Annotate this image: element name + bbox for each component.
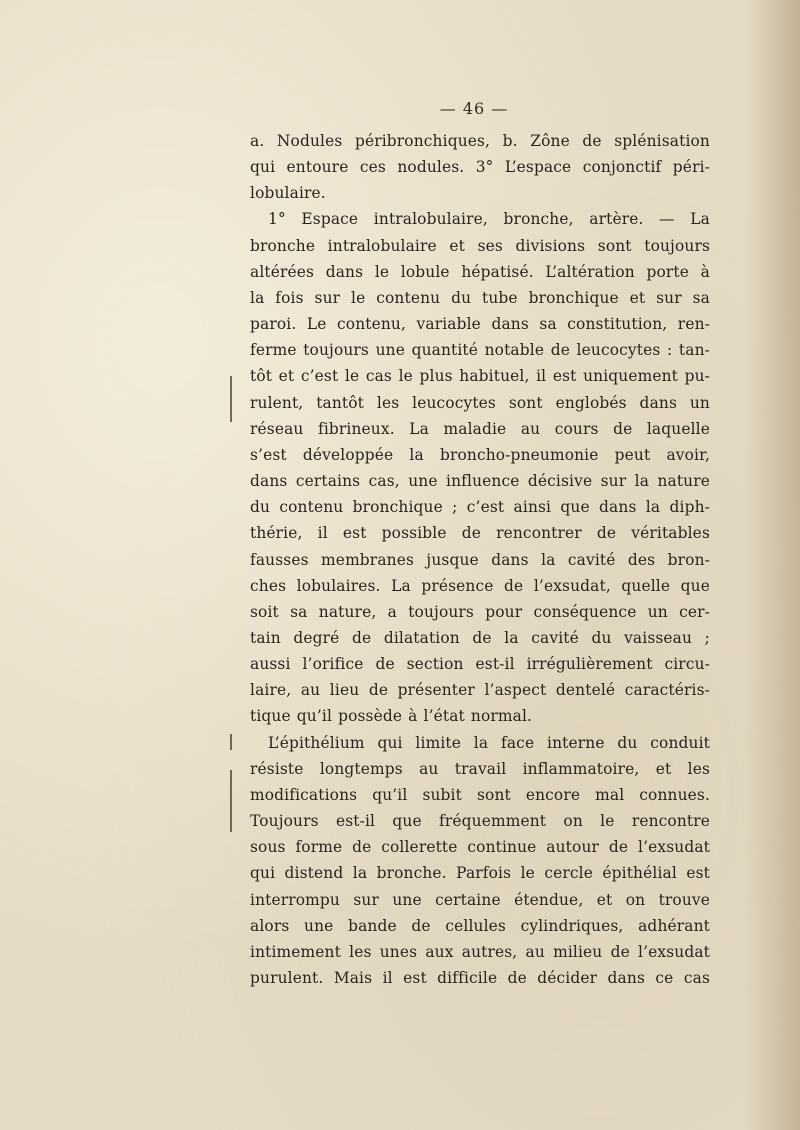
text-line: a. Nodules péribronchiques, b. Zône de splénisation	[250, 132, 710, 150]
text-line: altérées dans le lobule hépatisé. L’altération porte à	[250, 262, 710, 281]
text-line: s’est développée la broncho-pneumonie peut avoir,	[250, 445, 710, 464]
text-line: alors une bande de cellules cylindriques, adhérant	[250, 916, 710, 935]
text-line: la fois sur le contenu du tube bronchique et sur sa	[250, 288, 710, 307]
text-line: ferme toujours une quantité notable de leucocytes : tan-	[250, 341, 710, 360]
text-line: sous forme de collerette continue autour de l’exsudat	[250, 838, 710, 857]
text-line: L’épithélium qui limite la face interne du conduit	[268, 733, 710, 752]
margin-mark	[230, 376, 232, 422]
text-line: bronche intralobulaire et ses divisions sont toujours	[250, 236, 710, 255]
text-line: fausses membranes jusque dans la cavité des bron-	[250, 550, 710, 569]
text-line: tique qu’il possède à l’état normal.	[250, 707, 533, 726]
margin-mark	[230, 770, 232, 832]
text-line: Toujours est-il que fréquemment on le rencontre	[250, 812, 710, 831]
text-line: réseau fibrineux. La maladie au cours de laquelle	[250, 419, 710, 438]
text-line: lobulaire.	[250, 184, 326, 203]
text-line: aussi l’orifice de section est-il irrégulièrement circu-	[250, 655, 710, 674]
text-line: interrompu sur une certaine étendue, et on trouve	[250, 890, 710, 909]
text-line: modifications qu’il subit sont encore mal connues.	[250, 785, 710, 804]
body-text	[250, 128, 710, 991]
text-line: tôt et c’est le cas le plus habituel, il est uniquement pu-	[250, 367, 710, 386]
text-line: laire, au lieu de présenter l’aspect dentelé caractéris-	[250, 681, 710, 700]
text-line: intimement les unes aux autres, au milieu de l’exsudat	[250, 942, 710, 961]
text-line: résiste longtemps au travail inflammatoire, et les	[250, 759, 710, 778]
text-line: dans certains cas, une influence décisive sur la nature	[250, 472, 710, 491]
text-line: tain degré de dilatation de la cavité du vaisseau ;	[250, 628, 710, 647]
text-line: paroi. Le contenu, variable dans sa constitution, ren-	[250, 315, 710, 334]
text-line: qui entoure ces nodules. 3° L’espace conjonctif péri-	[250, 158, 710, 177]
text-line: thérie, il est possible de rencontrer de véritables	[250, 524, 710, 543]
margin-mark	[230, 734, 232, 750]
text-line: 1° Espace intralobulaire, bronche, artère. — La	[268, 210, 710, 229]
text-line: soit sa nature, a toujours pour conséquence un cer-	[250, 602, 710, 621]
text-line: du contenu bronchique ; c’est ainsi que dans la diph-	[250, 498, 710, 517]
text-line: ches lobulaires. La présence de l’exsudat, quelle que	[250, 576, 710, 595]
text-line: rulent, tantôt les leucocytes sont englobés dans un	[250, 393, 710, 412]
page-number: — 46 —	[439, 99, 509, 118]
text-line: purulent. Mais il est difficile de décider dans ce cas	[250, 969, 710, 987]
text-line: qui distend la bronche. Parfois le cercle épithélial est	[250, 864, 710, 883]
